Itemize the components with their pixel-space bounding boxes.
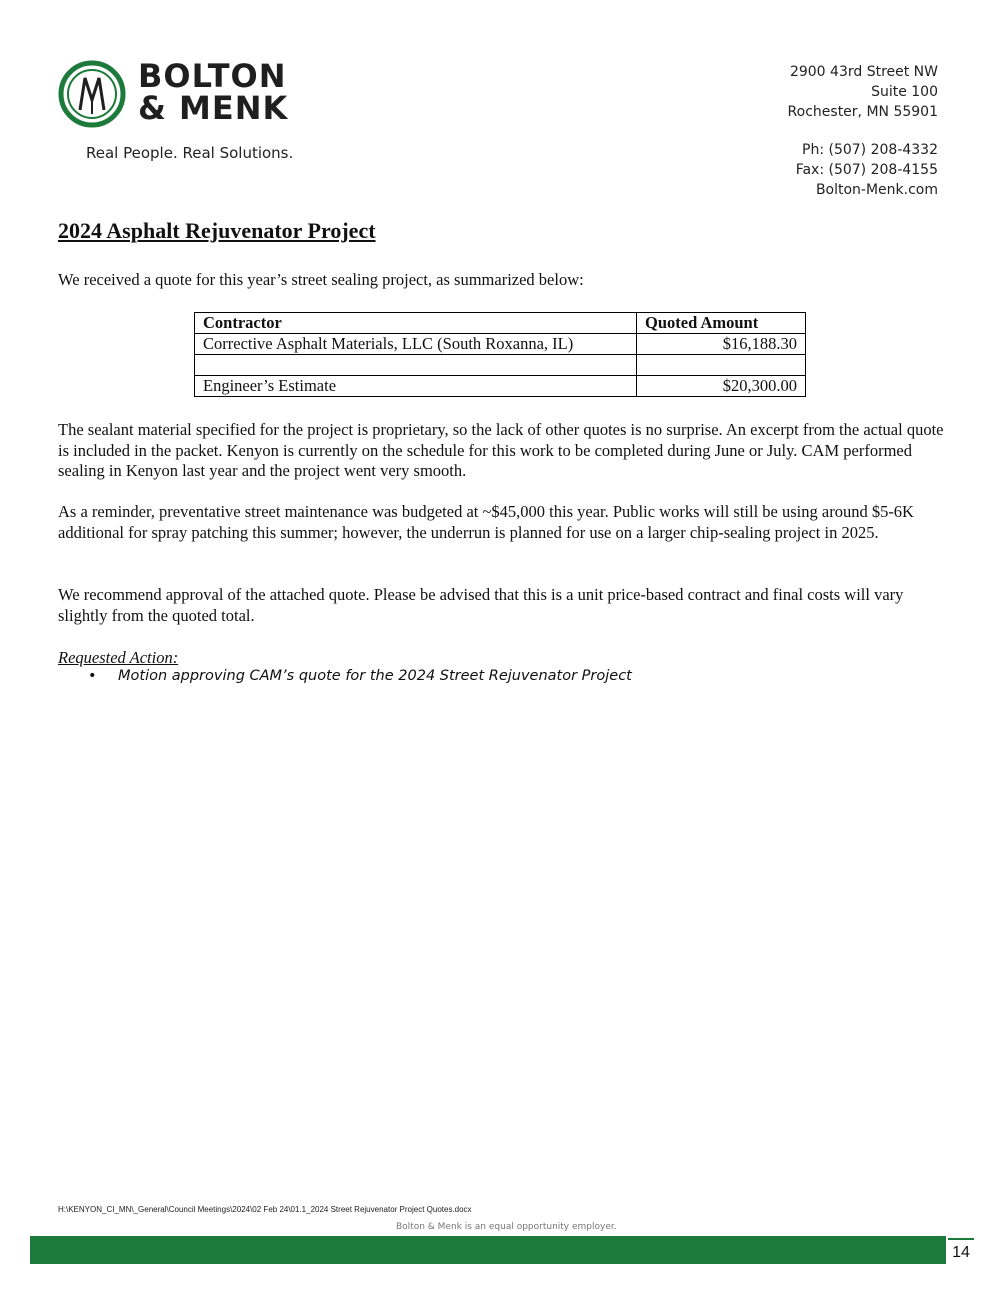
address-city: Rochester, MN 55901 bbox=[787, 104, 938, 120]
address-street: 2900 43rd Street NW bbox=[789, 64, 938, 80]
address-fax: Fax: (507) 208-4155 bbox=[795, 162, 938, 178]
requested-action-label: Requested Action: bbox=[58, 648, 179, 667]
company-address bbox=[788, 62, 938, 200]
requested-action-list bbox=[88, 668, 632, 684]
table-row bbox=[195, 355, 806, 376]
intro-paragraph: We received a quote for this year’s street sealing project, as summarized below: bbox=[58, 270, 584, 289]
company-name-line2: & MENK bbox=[138, 89, 289, 127]
company-tagline: Real People. Real Solutions. bbox=[86, 144, 294, 162]
bolton-menk-logo-icon bbox=[58, 60, 126, 128]
table-row bbox=[195, 376, 806, 397]
address-phone: Ph: (507) 208-4332 bbox=[802, 142, 938, 158]
body-paragraph: As a reminder, preventative street maintenance was budgeted at ~$45,000 this year. Public works will still be using around $5-6K additional for spray patching this summer; however, the underrun is planned for use on a larger chip-sealing project in 2025. bbox=[58, 502, 914, 542]
document-title: 2024 Asphalt Rejuvenator Project bbox=[58, 218, 376, 243]
table-row bbox=[195, 334, 806, 355]
body-paragraph: We recommend approval of the attached quote. Please be advised that this is a unit price-based contract and final costs will vary slightly from the quoted total. bbox=[58, 585, 904, 625]
contractor-cell: Engineer’s Estimate bbox=[195, 376, 637, 397]
contractor-cell bbox=[195, 355, 637, 376]
requested-action-text: Motion approving CAM’s quote for the 2024 Street Rejuvenator Project bbox=[118, 668, 632, 684]
company-name bbox=[138, 57, 289, 127]
company-name-line1: BOLTON bbox=[138, 57, 287, 95]
address-suite: Suite 100 bbox=[871, 84, 938, 100]
contractor-cell: Corrective Asphalt Materials, LLC (South Roxanna, IL) bbox=[195, 334, 637, 355]
amount-cell bbox=[637, 355, 806, 376]
header-quoted-amount: Quoted Amount bbox=[637, 313, 806, 334]
eoe-statement: Bolton & Menk is an equal opportunity employer. bbox=[396, 1222, 617, 1232]
table-header-row bbox=[195, 313, 806, 334]
amount-cell: $20,300.00 bbox=[637, 376, 806, 397]
body-paragraph: The sealant material specified for the project is proprietary, so the lack of other quotes is no surprise. An excerpt from the actual quote is included in the packet. Kenyon is currently on the schedule for this work to be completed during June or July. CAM performed sealing in Kenyon last year and the project went very smooth. bbox=[58, 420, 944, 480]
footer-bar bbox=[30, 1236, 946, 1264]
bullet-icon: • bbox=[88, 668, 97, 684]
list-item bbox=[88, 668, 632, 684]
company-logo bbox=[58, 58, 328, 168]
quotes-table bbox=[194, 312, 806, 397]
amount-cell: $16,188.30 bbox=[637, 334, 806, 355]
page-number: 14 bbox=[948, 1238, 974, 1266]
address-website: Bolton-Menk.com bbox=[815, 182, 938, 198]
header-contractor: Contractor bbox=[195, 313, 637, 334]
file-path: H:\KENYON_CI_MN\_General\Council Meetings\2024\02 Feb 24\01.1_2024 Street Rejuvenator Project Quotes.docx bbox=[58, 1205, 472, 1214]
